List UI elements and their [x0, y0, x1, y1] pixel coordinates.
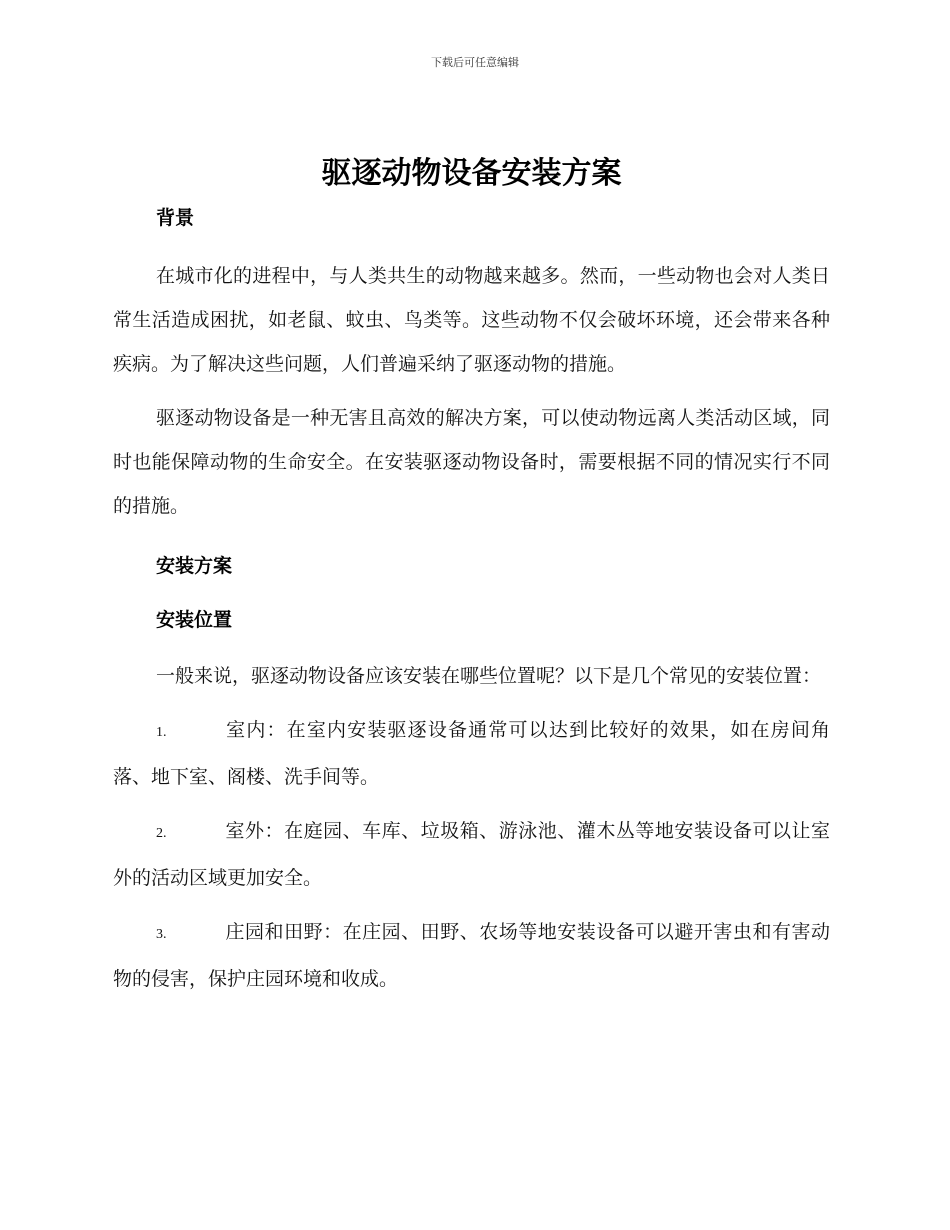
list-item-text: 室外：在庭园、车库、垃圾箱、游泳池、灌木丛等地安装设备可以让室外的活动区域更加安全。: [113, 820, 830, 889]
list-number: 1.: [156, 725, 167, 740]
list-item-location-3: [113, 910, 830, 1001]
section-heading-location: 安装位置: [156, 609, 233, 631]
list-number: 2.: [156, 826, 167, 841]
paragraph-location-intro: 一般来说，驱逐动物设备应该安装在哪些位置呢？以下是几个常见的安装位置：: [156, 665, 822, 687]
page-header-note: 下载后可任意编辑: [431, 56, 519, 69]
document-title: 驱逐动物设备安装方案: [321, 156, 622, 191]
list-item-text: 庄园和田野：在庄园、田野、农场等地安装设备可以避开害虫和有害动物的侵害，保护庄园环境和收成。: [113, 921, 830, 990]
list-item-location-2: [113, 809, 830, 900]
list-number: 3.: [156, 927, 167, 942]
list-item-text: 室内：在室内安装驱逐设备通常可以达到比较好的效果，如在房间角落、地下室、阁楼、洗手间等。: [113, 719, 830, 788]
paragraph-background-1: 在城市化的进程中，与人类共生的动物越来越多。然而，一些动物也会对人类日常生活造成困扰，如老鼠、蚊虫、鸟类等。这些动物不仅会破坏环境，还会带来各种疾病。为了解决这些问题，人们普遍采纳了驱逐动物的措施。: [113, 265, 830, 375]
section-heading-background: 背景: [156, 207, 195, 229]
document-body: [113, 148, 830, 1001]
list-item-location-1: [113, 708, 830, 799]
paragraph-background-2: 驱逐动物设备是一种无害且高效的解决方案，可以使动物远离人类活动区域，同时也能保障动物的生命安全。在安装驱逐动物设备时，需要根据不同的情况实行不同的措施。: [113, 407, 830, 517]
section-heading-plan: 安装方案: [156, 555, 233, 577]
